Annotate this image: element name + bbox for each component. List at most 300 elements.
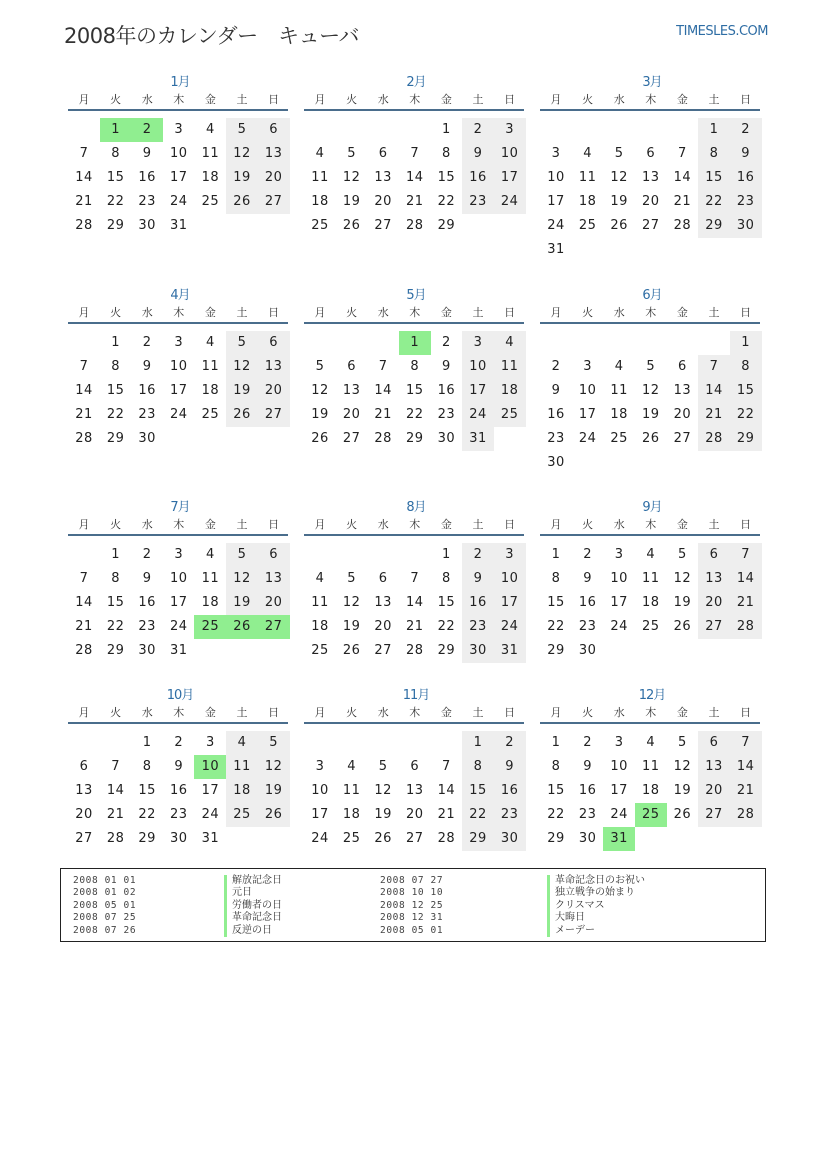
page-title: 2008年のカレンダー キューバ <box>64 24 360 48</box>
holiday-name: 元日 <box>224 887 282 899</box>
day-cell: 8 <box>111 146 120 161</box>
day-cell: 2 <box>583 547 592 562</box>
day-cell: 7 <box>79 359 89 374</box>
holiday-name: 革命記念日のお祝い <box>547 875 645 887</box>
weekday-label: 日 <box>504 518 516 531</box>
day-cell: 17 <box>170 170 188 185</box>
weekday-label: 土 <box>472 518 484 531</box>
day-cell: 16 <box>437 383 456 398</box>
day-cell: 7 <box>410 571 420 586</box>
day-cell: 22 <box>106 619 125 634</box>
day-cell: 4 <box>315 146 325 161</box>
day-cell: 28 <box>673 218 692 233</box>
day-cell: 11 <box>342 783 361 798</box>
holiday-date: 2008 05 01 <box>73 899 137 911</box>
weekday-label: 月 <box>78 706 90 719</box>
day-cell: 2 <box>131 118 163 142</box>
day-cell: 28 <box>698 427 730 451</box>
weekday-label: 火 <box>582 706 594 719</box>
day-cell: 17 <box>610 783 628 798</box>
day-cell: 18 <box>578 194 597 209</box>
day-cell: 17 <box>547 194 565 209</box>
day-cell: 27 <box>342 431 361 446</box>
day-cell: 21 <box>75 194 93 209</box>
day-cell: 24 <box>170 407 188 422</box>
day-cell: 26 <box>642 431 660 446</box>
empty-cell <box>540 118 572 142</box>
weekday-label: 日 <box>740 518 752 531</box>
day-cell: 7 <box>698 355 730 379</box>
day-cell: 22 <box>547 619 565 634</box>
weekday-label: 木 <box>409 93 421 106</box>
weekday-label: 水 <box>141 518 153 531</box>
day-cell: 9 <box>551 383 561 398</box>
holiday-dates-right <box>380 875 443 937</box>
header-rule <box>540 109 760 111</box>
day-cell: 9 <box>583 571 592 586</box>
day-cell: 30 <box>547 455 565 470</box>
empty-cell <box>730 451 762 475</box>
day-cell: 20 <box>374 194 392 209</box>
weekday-label: 月 <box>78 518 90 531</box>
holiday-name: 独立戦争の始まり <box>547 887 645 899</box>
day-cell: 11 <box>494 355 526 379</box>
day-cell: 14 <box>698 379 730 403</box>
day-cell: 13 <box>258 142 290 166</box>
header-rule <box>304 534 524 536</box>
day-cell: 1 <box>399 331 431 355</box>
day-cell: 6 <box>410 759 420 774</box>
day-cell: 14 <box>730 755 762 779</box>
weekday-label: 日 <box>740 706 752 719</box>
day-cell: 3 <box>614 547 624 562</box>
day-cell: 24 <box>170 619 188 634</box>
day-cell: 8 <box>111 571 120 586</box>
day-cell: 1 <box>698 118 730 142</box>
weekday-label: 木 <box>409 706 421 719</box>
day-cell: 19 <box>342 194 361 209</box>
day-cell: 9 <box>583 759 592 774</box>
day-cell: 11 <box>201 359 220 374</box>
day-cell: 20 <box>75 807 93 822</box>
empty-cell <box>367 118 399 142</box>
day-cell: 5 <box>378 759 388 774</box>
holiday-name: 解放記念日 <box>224 875 282 887</box>
weekday-label: 水 <box>141 306 153 319</box>
day-cell: 24 <box>578 431 597 446</box>
day-cell: 22 <box>106 194 125 209</box>
day-cell: 28 <box>730 803 762 827</box>
empty-cell <box>666 331 698 355</box>
weekday-header <box>68 705 292 721</box>
day-cell: 3 <box>583 359 592 374</box>
day-cell: 7 <box>678 146 687 161</box>
weekday-header <box>304 92 528 108</box>
empty-cell <box>698 827 730 851</box>
empty-cell <box>399 118 431 142</box>
day-cell: 16 <box>730 166 762 190</box>
weekday-label: 木 <box>645 706 657 719</box>
empty-cell <box>226 639 258 663</box>
weekday-label: 金 <box>676 706 688 719</box>
day-cell: 30 <box>138 431 156 446</box>
day-cell: 21 <box>75 619 93 634</box>
day-cell: 7 <box>410 146 420 161</box>
weekday-label: 金 <box>204 306 216 319</box>
day-cell: 4 <box>206 335 215 350</box>
day-cell: 28 <box>374 431 392 446</box>
weekday-header <box>304 705 528 721</box>
month-name: 1月 <box>170 75 190 90</box>
empty-cell <box>226 427 258 451</box>
site-logo[interactable]: TIMESLES.COM <box>676 24 768 39</box>
day-cell: 3 <box>494 543 526 567</box>
day-cell: 17 <box>311 807 329 822</box>
day-cell: 19 <box>673 595 692 610</box>
header-rule <box>304 109 524 111</box>
day-cell: 13 <box>374 595 392 610</box>
day-cell: 1 <box>442 547 451 562</box>
day-cell: 29 <box>437 643 456 658</box>
empty-cell <box>68 331 100 355</box>
day-cell: 6 <box>678 359 687 374</box>
weekday-header <box>540 705 764 721</box>
weekday-label: 土 <box>236 93 248 106</box>
holiday-name: メーデー <box>547 925 645 937</box>
day-cell: 22 <box>437 194 456 209</box>
day-cell: 9 <box>730 142 762 166</box>
weekday-label: 火 <box>346 706 358 719</box>
empty-cell <box>336 731 368 755</box>
day-cell: 25 <box>494 403 526 427</box>
day-cell: 29 <box>138 831 156 846</box>
day-cell: 13 <box>258 355 290 379</box>
day-cell: 9 <box>142 571 152 586</box>
weekday-header <box>68 517 292 533</box>
day-cell: 16 <box>494 779 526 803</box>
day-cell: 1 <box>111 335 120 350</box>
day-cell: 16 <box>547 407 565 422</box>
weekday-label: 木 <box>645 518 657 531</box>
holiday-date: 2008 07 25 <box>73 912 137 924</box>
day-cell: 11 <box>311 170 329 185</box>
day-cell: 25 <box>194 615 226 639</box>
weekday-label: 月 <box>550 306 562 319</box>
day-cell: 16 <box>138 170 156 185</box>
day-cell: 19 <box>226 591 258 615</box>
empty-cell <box>258 827 290 851</box>
empty-cell <box>336 543 368 567</box>
day-cell: 18 <box>226 779 258 803</box>
weekday-label: 日 <box>740 93 752 106</box>
weekday-label: 月 <box>314 706 326 719</box>
day-cell: 5 <box>226 543 258 567</box>
holiday-date: 2008 05 01 <box>380 924 444 936</box>
weekday-label: 木 <box>173 518 185 531</box>
day-cell: 22 <box>106 407 125 422</box>
day-cell: 30 <box>730 214 762 238</box>
day-cell: 3 <box>462 331 494 355</box>
month-name: 9月 <box>642 500 662 515</box>
holiday-name: 大晦日 <box>547 912 645 924</box>
day-cell: 18 <box>494 379 526 403</box>
empty-cell <box>572 331 604 355</box>
day-cell: 24 <box>311 831 329 846</box>
day-cell: 12 <box>610 170 628 185</box>
day-cell: 28 <box>406 218 424 233</box>
day-cell: 25 <box>201 194 220 209</box>
day-cell: 21 <box>75 407 93 422</box>
day-cell: 23 <box>462 190 494 214</box>
day-cell: 22 <box>406 407 424 422</box>
weekday-label: 日 <box>504 93 516 106</box>
day-cell: 31 <box>547 242 565 257</box>
day-cell: 15 <box>106 595 125 610</box>
empty-cell <box>572 451 604 475</box>
day-cell: 13 <box>374 170 392 185</box>
day-cell: 19 <box>342 619 361 634</box>
day-cell: 10 <box>547 170 565 185</box>
day-cell: 1 <box>142 735 152 750</box>
weekday-label: 土 <box>708 93 720 106</box>
day-cell: 26 <box>226 190 258 214</box>
day-cell: 19 <box>374 807 392 822</box>
weekday-label: 木 <box>645 306 657 319</box>
day-cell: 13 <box>673 383 692 398</box>
day-cell: 10 <box>610 571 628 586</box>
day-cell: 24 <box>547 218 565 233</box>
day-cell: 18 <box>201 595 220 610</box>
day-cell: 15 <box>462 779 494 803</box>
day-cell: 2 <box>142 335 152 350</box>
weekday-label: 水 <box>377 706 389 719</box>
day-cell: 26 <box>226 615 258 639</box>
day-cell: 12 <box>673 759 692 774</box>
day-cell: 26 <box>311 431 329 446</box>
day-cell: 14 <box>673 170 692 185</box>
day-cell: 18 <box>201 383 220 398</box>
empty-cell <box>194 639 226 663</box>
day-cell: 2 <box>142 547 152 562</box>
day-cell: 11 <box>642 571 660 586</box>
month-name: 3月 <box>642 75 662 90</box>
day-cell: 18 <box>642 595 660 610</box>
day-cell: 8 <box>462 755 494 779</box>
day-cell: 14 <box>437 783 456 798</box>
day-cell: 21 <box>698 403 730 427</box>
weekday-label: 火 <box>346 306 358 319</box>
day-cell: 20 <box>258 379 290 403</box>
holiday-name: 革命記念日 <box>224 912 282 924</box>
empty-cell <box>635 827 667 851</box>
weekday-header <box>68 92 292 108</box>
day-cell: 10 <box>462 355 494 379</box>
empty-cell <box>336 118 368 142</box>
empty-cell <box>698 238 730 262</box>
header-rule <box>304 722 524 724</box>
day-cell: 4 <box>206 122 215 137</box>
day-cell: 10 <box>610 759 628 774</box>
weekday-header <box>540 517 764 533</box>
weekday-label: 金 <box>676 93 688 106</box>
day-cell: 10 <box>578 383 597 398</box>
day-cell: 31 <box>201 831 220 846</box>
day-cell: 7 <box>730 543 762 567</box>
weekday-label: 火 <box>110 306 122 319</box>
weekday-label: 火 <box>346 93 358 106</box>
day-cell: 12 <box>342 170 361 185</box>
empty-cell <box>100 731 132 755</box>
weekday-label: 日 <box>268 93 280 106</box>
day-cell: 22 <box>730 403 762 427</box>
weekday-label: 木 <box>645 93 657 106</box>
empty-cell <box>194 427 226 451</box>
day-cell: 10 <box>494 142 526 166</box>
header-rule <box>68 534 288 536</box>
header-rule <box>540 322 760 324</box>
holiday-name: 労働者の日 <box>224 900 282 912</box>
empty-cell <box>304 543 336 567</box>
day-cell: 13 <box>698 567 730 591</box>
empty-cell <box>603 451 635 475</box>
day-cell: 14 <box>75 595 93 610</box>
day-cell: 31 <box>170 218 188 233</box>
weekday-label: 木 <box>173 306 185 319</box>
holiday-date: 2008 01 01 <box>73 875 137 886</box>
day-cell: 25 <box>311 643 329 658</box>
day-cell: 22 <box>437 619 456 634</box>
weekday-label: 金 <box>440 93 452 106</box>
day-cell: 28 <box>75 218 93 233</box>
day-cell: 2 <box>730 118 762 142</box>
day-cell: 20 <box>673 407 692 422</box>
empty-cell <box>635 451 667 475</box>
empty-cell <box>68 731 100 755</box>
day-cell: 2 <box>551 359 561 374</box>
header-rule <box>68 109 288 111</box>
day-cell: 2 <box>583 735 592 750</box>
day-cell: 15 <box>437 170 456 185</box>
day-cell: 25 <box>311 218 329 233</box>
weekday-label: 金 <box>204 706 216 719</box>
weekday-label: 日 <box>740 306 752 319</box>
day-cell: 17 <box>170 595 188 610</box>
day-cell: 11 <box>201 571 220 586</box>
day-cell: 12 <box>374 783 392 798</box>
day-cell: 1 <box>111 547 120 562</box>
day-cell: 21 <box>406 619 424 634</box>
day-cell: 24 <box>170 194 188 209</box>
weekday-label: 土 <box>236 706 248 719</box>
weekday-label: 月 <box>314 306 326 319</box>
day-cell: 23 <box>138 407 156 422</box>
day-cell: 29 <box>106 643 125 658</box>
day-cell: 13 <box>258 567 290 591</box>
day-cell: 29 <box>106 431 125 446</box>
month-name: 12月 <box>638 688 666 703</box>
day-cell: 3 <box>315 759 325 774</box>
day-cell: 8 <box>551 759 561 774</box>
weekday-label: 日 <box>268 306 280 319</box>
weekday-header <box>304 305 528 321</box>
holiday-name: 反逆の日 <box>224 925 282 937</box>
day-cell: 26 <box>673 619 692 634</box>
day-cell: 17 <box>494 591 526 615</box>
day-cell: 28 <box>730 615 762 639</box>
holiday-date: 2008 12 25 <box>380 899 444 911</box>
day-cell: 17 <box>610 595 628 610</box>
day-cell: 20 <box>258 166 290 190</box>
day-cell: 21 <box>437 807 456 822</box>
empty-cell <box>399 731 431 755</box>
weekday-label: 月 <box>78 306 90 319</box>
day-cell: 6 <box>646 146 656 161</box>
day-cell: 26 <box>226 403 258 427</box>
weekday-label: 土 <box>708 306 720 319</box>
empty-cell <box>68 118 100 142</box>
month-name: 2月 <box>406 75 426 90</box>
weekday-header <box>304 517 528 533</box>
day-cell: 12 <box>673 571 692 586</box>
day-cell: 4 <box>315 571 325 586</box>
day-cell: 1 <box>442 122 451 137</box>
day-cell: 22 <box>462 803 494 827</box>
day-cell: 14 <box>106 783 125 798</box>
day-cell: 6 <box>378 571 388 586</box>
empty-cell <box>666 451 698 475</box>
empty-cell <box>304 331 336 355</box>
day-cell: 20 <box>406 807 424 822</box>
day-cell: 17 <box>578 407 597 422</box>
header-rule <box>68 322 288 324</box>
empty-cell <box>367 331 399 355</box>
weekday-label: 土 <box>236 518 248 531</box>
day-cell: 26 <box>610 218 628 233</box>
empty-cell <box>494 427 526 451</box>
empty-cell <box>572 118 604 142</box>
weekday-label: 木 <box>173 93 185 106</box>
empty-cell <box>226 214 258 238</box>
day-cell: 12 <box>642 383 660 398</box>
day-cell: 13 <box>642 170 660 185</box>
day-cell: 20 <box>374 619 392 634</box>
day-cell: 1 <box>100 118 132 142</box>
day-cell: 5 <box>646 359 656 374</box>
day-cell: 7 <box>442 759 451 774</box>
empty-cell <box>462 214 494 238</box>
day-cell: 14 <box>406 595 424 610</box>
weekday-label: 日 <box>504 306 516 319</box>
day-cell: 8 <box>142 759 152 774</box>
day-cell: 5 <box>226 118 258 142</box>
day-cell: 20 <box>342 407 361 422</box>
day-cell: 14 <box>75 383 93 398</box>
empty-cell <box>430 731 462 755</box>
day-cell: 2 <box>462 543 494 567</box>
day-cell: 7 <box>730 731 762 755</box>
month-name: 5月 <box>406 288 426 303</box>
empty-cell <box>635 331 667 355</box>
day-cell: 15 <box>106 170 125 185</box>
empty-cell <box>666 118 698 142</box>
day-cell: 19 <box>226 166 258 190</box>
day-cell: 27 <box>698 803 730 827</box>
day-cell: 1 <box>551 735 561 750</box>
day-cell: 9 <box>142 359 152 374</box>
day-cell: 18 <box>201 170 220 185</box>
day-cell: 25 <box>342 831 361 846</box>
day-cell: 25 <box>226 803 258 827</box>
